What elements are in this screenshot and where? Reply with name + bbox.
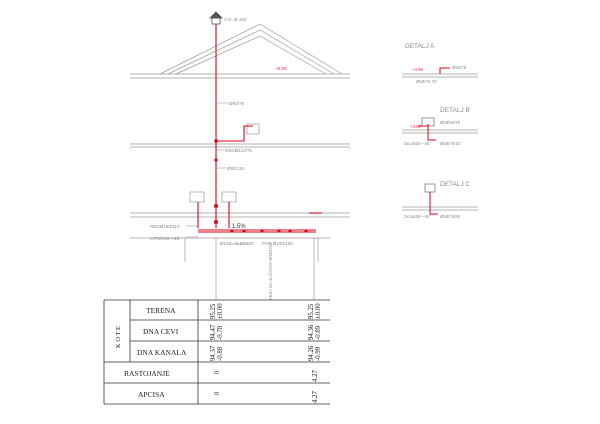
dna-kanala-col1-rel: -0.88 [217, 346, 224, 361]
label-level-roof: +5.55 [275, 66, 287, 71]
detail-a-callout-a: Ø50/75 [452, 65, 467, 70]
table-values-col1 [210, 303, 224, 395]
dna-cevi-col1-rel: -0.78 [217, 325, 224, 340]
fixture-box-right [222, 192, 236, 202]
fixture-box-left [190, 192, 204, 202]
detail-c-callout-b: 2xLuk50—45° [404, 214, 432, 219]
row-label-dna-kanala: DNA KANALA [137, 348, 187, 357]
dna-cevi-col2-rel: -0.89 [315, 325, 322, 340]
roof-outline-inner [168, 30, 334, 74]
terena-col1-abs: 95.25 [210, 303, 217, 319]
table-values-col2 [308, 303, 322, 403]
dna-kanala-col2-abs: 94.26 [308, 345, 315, 361]
detail-b-level: +3.00 [410, 124, 421, 129]
label-main-pipe-b: PVC Ø160/100 [262, 241, 293, 246]
terena-col2-abs: 95.25 [308, 303, 315, 319]
detail-b-callout-a: Ø58/50/75 [440, 120, 461, 125]
table-group-label: K O T E [115, 326, 122, 348]
rastojanje-col1: 0 [214, 370, 221, 374]
label-inspection: VEZA SA ULIČNOM MREŽOM [268, 242, 273, 300]
detail-a-level: +4.00 [412, 67, 423, 72]
detail-c [402, 181, 478, 219]
detail-a-title: DETALJ A [405, 43, 435, 50]
terena-col1-rel: ±0.00 [217, 303, 224, 319]
dna-kanala-col2-rel: -0.99 [315, 346, 322, 361]
branch-upper [216, 126, 253, 141]
building-section [130, 24, 350, 300]
leader-lines [186, 103, 250, 244]
dna-cevi-col2-abs: 94.36 [308, 324, 315, 340]
detail-c-callout-a: Ø58/75/50 [440, 214, 461, 219]
detail-c-title: DETALJ C [440, 181, 471, 188]
detail-b-callout-b: Ø58/75/45° [440, 141, 462, 146]
vent-cap [210, 12, 222, 24]
apcisa-col1: 0 [214, 391, 221, 395]
apcisa-col2: 4.27 [312, 391, 319, 403]
detail-b-title: DETALJ B [440, 107, 470, 114]
label-pipe-mid-b: Ø90/110 [227, 166, 245, 171]
row-label-apcisa: APCISA [138, 390, 165, 399]
label-pipe-upper: Ø50/75 [229, 101, 245, 106]
row-label-terena: TERENA [146, 306, 176, 315]
label-pipe-low-a: REDØ160/110 [150, 224, 180, 229]
dna-kanala-col1-abs: 94.37 [210, 345, 217, 361]
detail-a [402, 43, 478, 84]
label-pipe-mid-a: REDØ110/75 [225, 148, 252, 153]
row-label-dna-cevi: DNA CEVI [143, 327, 179, 336]
dna-cevi-col1-abs: 94.47 [210, 324, 217, 340]
detail-a-callout-b: Ø58/75,75° [416, 79, 438, 84]
drain-pipes [198, 24, 322, 232]
terena-col2-rel: ±0.00 [315, 303, 322, 319]
rastojanje-col2: 4.27 [312, 370, 319, 382]
row-label-rastojanje: RASTOJANJE [124, 369, 170, 378]
label-vent-top: V.G. Ø 360 [224, 17, 247, 22]
section-labels [150, 17, 293, 300]
detail-b-callout-c: 2xLuk50—45° [404, 141, 432, 146]
pipe-fittings [214, 139, 308, 232]
label-main-pipe: Ø160—k-98/100 [220, 241, 254, 246]
detail-b [402, 107, 478, 146]
roof-outline-outer [160, 24, 342, 74]
label-slope: 1.5% [232, 224, 246, 230]
label-pipe-low-b: LATØ160—45° [150, 236, 181, 241]
